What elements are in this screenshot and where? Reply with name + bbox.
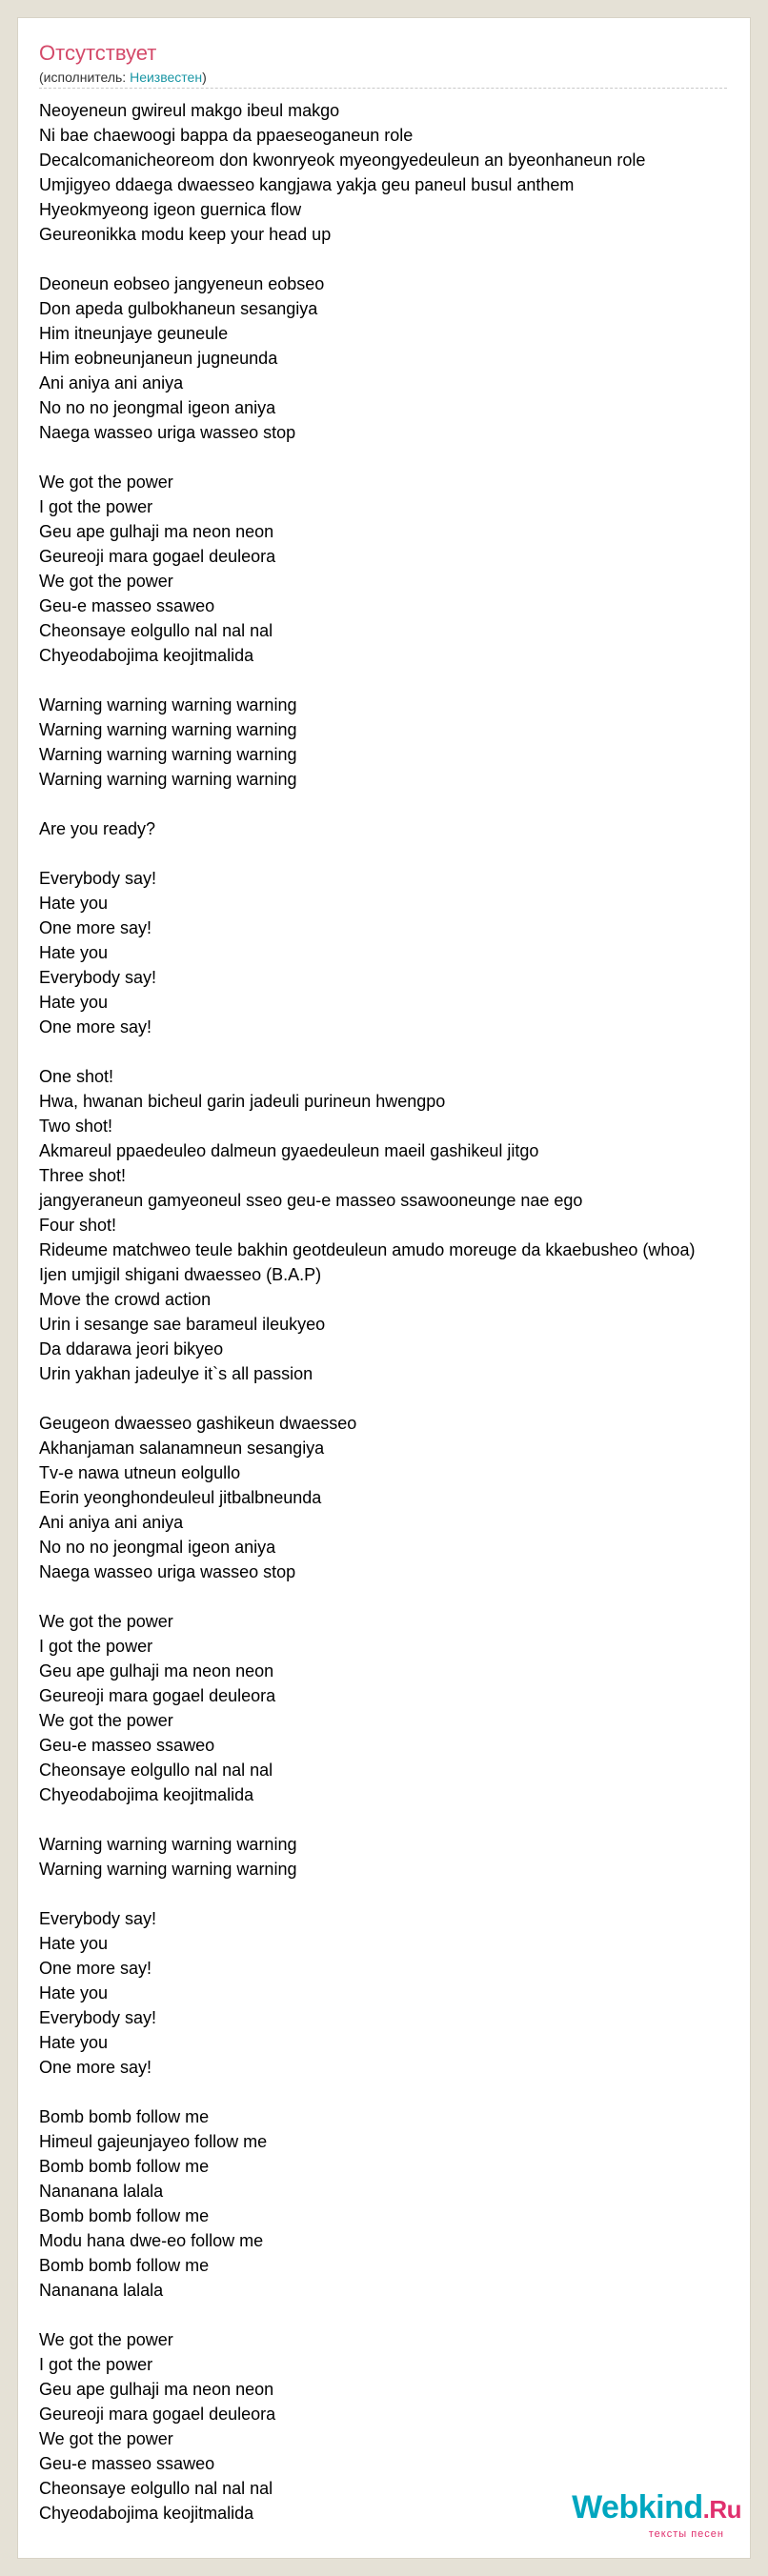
lyric-line: Warning warning warning warning [39,745,297,764]
lyric-line: Warning warning warning warning [39,770,297,789]
lyric-line: Warning warning warning warning [39,1860,297,1879]
lyric-line: Warning warning warning warning [39,1835,297,1854]
artist-line [39,69,207,86]
lyric-line: Bomb bomb follow me [39,2256,210,2275]
lyric-blank-line [39,668,768,693]
lyric-line: Geu ape gulhaji ma neon neon [39,1661,274,1680]
lyric-line: We got the power [39,572,173,591]
lyric-line: Cheonsaye eolgullo nal nal nal [39,2479,273,2498]
lyric-line: Geureoji mara gogael deuleora [39,1686,276,1705]
lyric-line: Hwa, hwanan bicheul garin jadeuli purineun hwengpo [39,1092,446,1111]
webkind-logo[interactable] [572,2490,741,2526]
lyric-line: One more say! [39,1017,152,1036]
lyric-line: Don apeda gulbokhaneun sesangiya [39,299,318,318]
lyric-line: Everybody say! [39,2008,157,2027]
lyric-line: Geu-e masseo ssaweo [39,1736,215,1755]
artist-link[interactable]: Неизвестен [130,70,203,85]
lyrics-body [39,98,768,2526]
lyric-line: Ani aniya ani aniya [39,1513,184,1532]
lyric-line: Rideume matchweo teule bakhin geotdeuleun amudo moreuge da kkaebusheo (whoa) [39,1240,696,1259]
lyric-line: One shot! [39,1067,114,1086]
lyric-line: No no no jeongmal igeon aniya [39,398,276,417]
lyric-line: We got the power [39,2429,173,2448]
lyric-blank-line [39,1807,768,1832]
lyric-line: Urin yakhan jadeulye it`s all passion [39,1364,313,1383]
lyric-blank-line [39,1584,768,1609]
lyric-line: Hate you [39,2033,109,2052]
lyric-line: Four shot! [39,1216,117,1235]
lyric-line: Geu ape gulhaji ma neon neon [39,522,274,541]
lyric-line: Da ddarawa jeori bikyeo [39,1339,224,1358]
lyric-line: Are you ready? [39,819,156,838]
lyric-line: Geu ape gulhaji ma neon neon [39,2380,274,2399]
lyric-line: Hyeokmyeong igeon guernica flow [39,200,302,219]
lyric-line: Geu-e masseo ssaweo [39,2454,215,2473]
lyric-line: jangyeraneun gamyeoneul sseo geu-e masseo ssawooneunge nae ego [39,1191,583,1210]
lyric-line: We got the power [39,473,173,492]
lyric-line: Geu-e masseo ssaweo [39,596,215,615]
lyric-line: Chyeodabojima keojitmalida [39,646,254,665]
lyric-line: Bomb bomb follow me [39,2107,210,2126]
lyric-line: Akhanjaman salanamneun sesangiya [39,1439,325,1458]
lyric-line: Neoyeneun gwireul makgo ibeul makgo [39,101,340,120]
lyric-line: Hate you [39,1983,109,2002]
lyric-blank-line [39,2303,768,2327]
logo-tagline: тексты песен [648,2528,724,2540]
lyric-line: Geugeon dwaesseo gashikeun dwaesseo [39,1414,357,1433]
lyric-line: Warning warning warning warning [39,720,297,739]
lyric-line: One more say! [39,2058,152,2077]
lyric-blank-line [39,1882,768,1906]
title-divider [39,88,727,89]
lyric-line: One more say! [39,918,152,937]
lyric-line: Him itneunjaye geuneule [39,324,229,343]
lyric-line: Geureoji mara gogael deuleora [39,547,276,566]
lyric-line: Eorin yeonghondeuleul jitbalbneunda [39,1488,322,1507]
artist-prefix: (исполнитель: [39,70,131,85]
lyric-line: Hate you [39,943,109,962]
lyric-line: Him eobneunjaneun jugneunda [39,349,278,368]
lyric-line: I got the power [39,1637,153,1656]
lyric-line: Cheonsaye eolgullo nal nal nal [39,621,273,640]
lyric-line: Everybody say! [39,968,157,987]
lyric-line: Everybody say! [39,1909,157,1928]
song-title: Отсутствует [39,41,157,65]
lyric-line: Hate you [39,894,109,913]
lyric-line: Chyeodabojima keojitmalida [39,1785,254,1804]
lyric-line: I got the power [39,2355,153,2374]
lyric-line: Nananana lalala [39,2182,164,2201]
lyric-line: Naega wasseo uriga wasseo stop [39,423,296,442]
lyric-blank-line [39,1039,768,1064]
lyric-line: Ni bae chaewoogi bappa da ppaeseoganeun role [39,126,414,145]
lyric-line: Two shot! [39,1117,113,1136]
lyric-line: Urin i sesange sae barameul ileukyeo [39,1315,326,1334]
lyric-line: We got the power [39,2330,173,2349]
lyric-blank-line [39,445,768,470]
lyric-blank-line [39,1386,768,1411]
lyric-line: Three shot! [39,1166,127,1185]
lyric-blank-line [39,841,768,866]
lyric-line: Ijen umjigil shigani dwaesseo (B.A.P) [39,1265,322,1284]
lyric-line: I got the power [39,497,153,516]
lyric-line: Akmareul ppaedeuleo dalmeun gyaedeuleun maeil gashikeul jitgo [39,1141,539,1160]
lyric-line: Ani aniya ani aniya [39,373,184,392]
lyric-line: Himeul gajeunjayeo follow me [39,2132,268,2151]
lyric-line: Geureonikka modu keep your head up [39,225,332,244]
lyric-blank-line [39,2080,768,2104]
lyric-line: Warning warning warning warning [39,695,297,714]
lyric-line: Chyeodabojima keojitmalida [39,2504,254,2523]
logo-name: Webkind [572,2489,703,2526]
lyric-line: No no no jeongmal igeon aniya [39,1538,276,1557]
lyric-line: Nananana lalala [39,2281,164,2300]
lyric-line: Umjigyeo ddaega dwaesseo kangjawa yakja geu paneul busul anthem [39,175,575,194]
lyric-line: Move the crowd action [39,1290,212,1309]
lyric-line: Deoneun eobseo jangyeneun eobseo [39,274,325,293]
lyric-line: One more say! [39,1959,152,1978]
lyric-blank-line [39,792,768,816]
lyric-line: Hate you [39,1934,109,1953]
lyric-line: Bomb bomb follow me [39,2157,210,2176]
lyric-line: We got the power [39,1612,173,1631]
lyric-line: Geureoji mara gogael deuleora [39,2405,276,2424]
lyric-line: Bomb bomb follow me [39,2206,210,2225]
lyric-line: Tv-e nawa utneun eolgullo [39,1463,241,1482]
lyric-line: Modu hana dwe-eo follow me [39,2231,264,2250]
artist-suffix: ) [202,70,207,85]
lyric-line: We got the power [39,1711,173,1730]
lyric-line: Everybody say! [39,869,157,888]
lyric-line: Naega wasseo uriga wasseo stop [39,1562,296,1581]
lyric-line: Cheonsaye eolgullo nal nal nal [39,1761,273,1780]
lyric-line: Hate you [39,993,109,1012]
lyric-line: Decalcomanicheoreom don kwonryeok myeongyedeuleun an byeonhaneun role [39,151,646,170]
logo-tld: .Ru [702,2495,741,2524]
lyric-blank-line [39,247,768,272]
